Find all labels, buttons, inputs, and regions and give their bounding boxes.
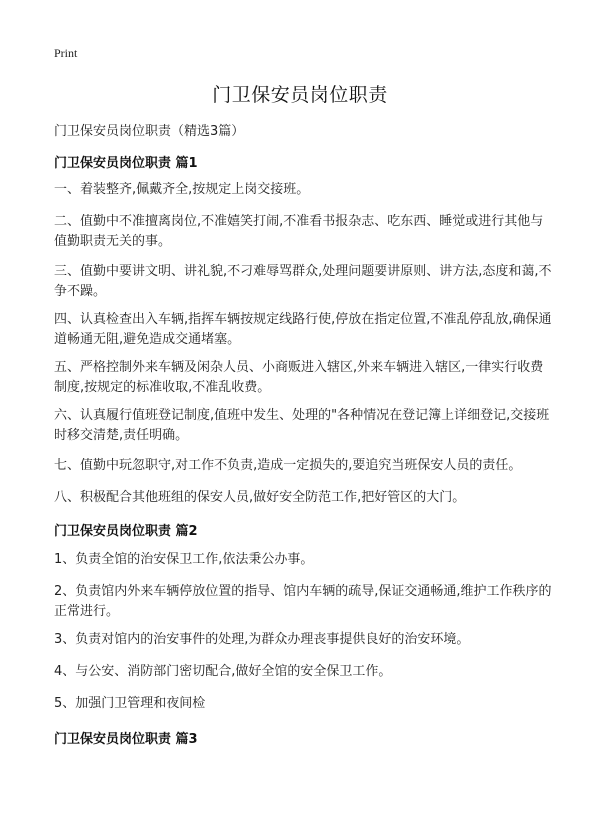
- print-label: Print: [54, 46, 78, 60]
- paragraph: 4、与公安、消防部门密切配合,做好全馆的安全保卫工作。: [54, 664, 392, 679]
- paragraph: 一、着装整齐,佩戴齐全,按规定上岗交接班。: [54, 182, 310, 197]
- section-heading-2: 门卫保安员岗位职责 篇2: [54, 524, 198, 539]
- paragraph: 1、负责全馆的治安保卫工作,依法秉公办事。: [54, 552, 314, 567]
- paragraph: 3、负责对馆内的治安事件的处理,为群众办理丧事提供良好的治安环境。: [54, 632, 470, 647]
- section-heading-3: 门卫保安员岗位职责 篇3: [54, 732, 198, 747]
- paragraph: 五、严格控制外来车辆及闲杂人员、小商贩进入辖区,外来车辆进入辖区,一律实行收费制度,按规定的标准收取,不准乱收费。: [54, 360, 544, 395]
- document-title: 门卫保安员岗位职责: [212, 84, 388, 106]
- paragraph: 5、加强门卫管理和夜间检: [54, 696, 206, 711]
- paragraph: 二、值勤中不准擅离岗位,不准嬉笑打闹,不准看书报杂志、吃东西、睡觉或进行其他与值勤职责无关的事。: [54, 214, 544, 249]
- paragraph: 三、值勤中要讲文明、讲礼貌,不刁难辱骂群众,处理问题要讲原则、讲方法,态度和蔼,不争不躁。: [54, 264, 552, 299]
- section-heading-1: 门卫保安员岗位职责 篇1: [54, 156, 198, 171]
- paragraph: 七、值勤中玩忽职守,对工作不负责,造成一定损失的,要追究当班保安人员的责任。: [54, 458, 522, 473]
- paragraph: 八、积极配合其他班组的保安人员,做好安全防范工作,把好管区的大门。: [54, 490, 466, 505]
- paragraph: 六、认真履行值班登记制度,值班中发生、处理的"各种情况在登记簿上详细登记,交接班时移交清楚,责任明确。: [54, 408, 550, 443]
- document-subtitle: 门卫保安员岗位职责（精选3篇）: [54, 124, 245, 139]
- paragraph: 四、认真检查出入车辆,指挥车辆按规定线路行使,停放在指定位置,不准乱停乱放,确保通道畅通无阻,避免造成交通堵塞。: [54, 312, 552, 347]
- paragraph: 2、负责馆内外来车辆停放位置的指导、馆内车辆的疏导,保证交通畅通,维护工作秩序的正常进行。: [54, 584, 552, 619]
